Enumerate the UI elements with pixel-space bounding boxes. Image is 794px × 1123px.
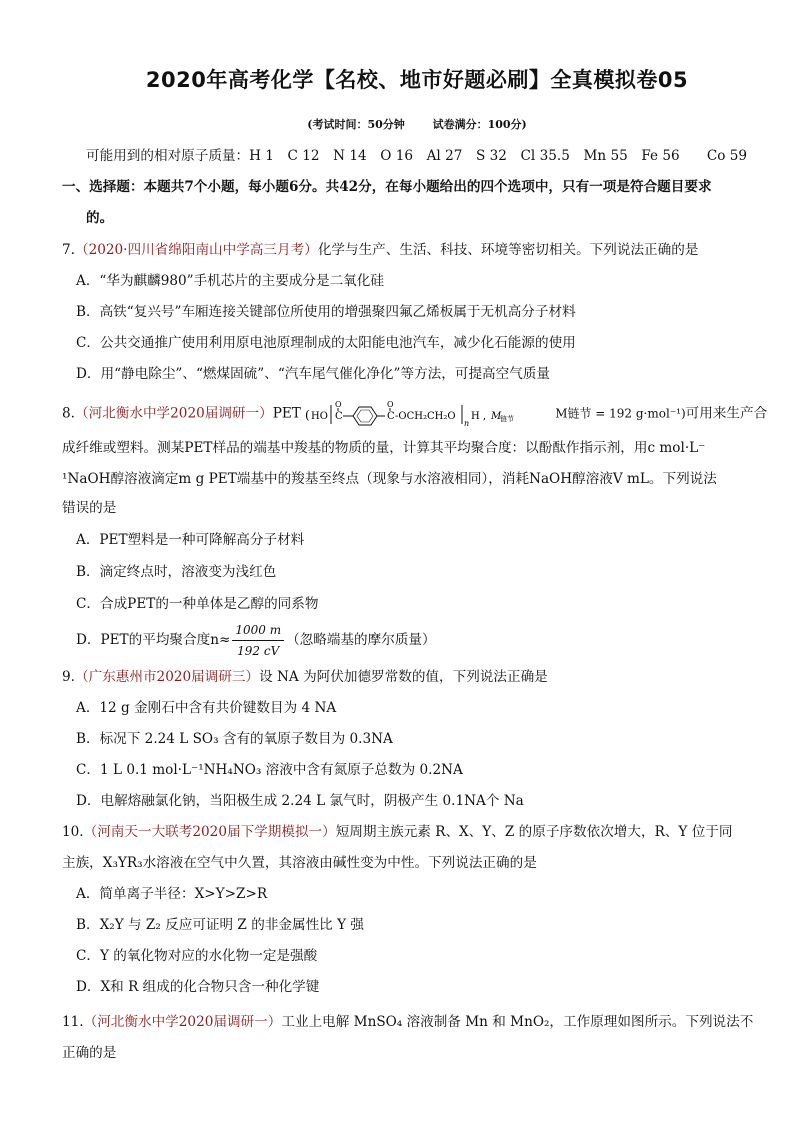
exam-info bbox=[0, 116, 794, 132]
option-d-suffix: （忽略端基的摩尔质量） bbox=[286, 632, 436, 648]
svg-text:C: C bbox=[387, 411, 395, 422]
question-number: 9. bbox=[62, 669, 75, 685]
q10-option-a: A．简单离子半径：X>Y>Z>R bbox=[76, 886, 268, 902]
pet-structure-formula bbox=[305, 399, 555, 429]
question-text: 可用来生产合 bbox=[685, 405, 768, 422]
question-number: 8. bbox=[62, 405, 75, 422]
question-source: （2020·四川省绵阳南山中学高三月考） bbox=[74, 242, 318, 258]
q8-option-d bbox=[76, 620, 756, 661]
question-11-stem bbox=[62, 1012, 754, 1032]
question-number: 10. bbox=[62, 824, 84, 840]
question-8-text-4: 错误的是 bbox=[62, 500, 117, 516]
q7-option-a: A．“华为麒麟980”手机芯片的主要成分是二氧化硅 bbox=[76, 273, 384, 289]
q9-option-c: C．1 L 0.1 mol·L⁻¹NH₄NO₃ 溶液中含有氮原子总数为 0.2NA bbox=[76, 762, 463, 778]
q7-option-d: D．用“静电除尘”、“燃煤固硫”、“汽车尾气催化净化”等方法，可提高空气质量 bbox=[76, 366, 550, 382]
svg-text:-OCH₂CH₂O: -OCH₂CH₂O bbox=[395, 411, 456, 422]
svg-text:(: ( bbox=[305, 408, 310, 422]
question-source: （广东惠州市2020届调研三） bbox=[74, 669, 260, 685]
question-10-stem bbox=[62, 822, 742, 842]
q8-option-a: A．PET塑料是一种可降解高分子材料 bbox=[76, 532, 305, 548]
chain-mass: M链节 = 192 g·mol⁻¹) bbox=[555, 406, 686, 421]
page-title: 2020年高考化学【名校、地市好题必刷】全真模拟卷05 bbox=[145, 68, 689, 92]
q10-option-d: D．X和 R 组成的化合物只含一种化学键 bbox=[76, 979, 320, 995]
q8-option-b: B．滴定终点时，溶液变为浅红色 bbox=[76, 564, 277, 580]
question-number: 11. bbox=[62, 1014, 84, 1030]
q9-option-d: D．电解熔融氯化钠，当阳极生成 2.24 L 氯气时，阴极产生 0.1NA个 Na bbox=[76, 793, 524, 809]
svg-text:链节: 链节 bbox=[500, 415, 515, 423]
question-source: （河北衡水中学2020届调研一） bbox=[74, 405, 273, 422]
svg-text:O: O bbox=[335, 400, 342, 409]
svg-text:C: C bbox=[335, 411, 343, 422]
question-7-stem bbox=[62, 240, 742, 260]
exam-score: 试卷满分：100分) bbox=[432, 118, 527, 131]
fraction-numerator: 1000 m bbox=[232, 620, 284, 641]
exam-time: (考试时间：50分钟 bbox=[307, 118, 405, 131]
question-8-text-2: 成纤维或塑料。测某PET样品的端基中羧基的物质的量，计算其平均聚合度：以酚酞作指示剂，用c mol·L⁻ bbox=[62, 440, 706, 456]
question-text: 工业上电解 MnSO₄ 溶液制备 Mn 和 MnO₂，工作原理如图所示。下列说法不 bbox=[281, 1014, 754, 1030]
q10-option-b: B．X₂Y 与 Z₂ 反应可证明 Z 的非金属性比 Y 强 bbox=[76, 917, 364, 933]
question-8-text-3: ¹NaOH醇溶液滴定m g PET端基中的羧基至终点（现象与水溶液相同），消耗NaOH醇溶液V mL。下列说法 bbox=[62, 471, 717, 487]
section-heading-cont: 的。 bbox=[86, 210, 114, 226]
question-9-stem bbox=[62, 667, 742, 687]
question-11-text-2: 正确的是 bbox=[62, 1045, 117, 1061]
svg-text:M: M bbox=[491, 411, 502, 422]
q9-option-b: B．标况下 2.24 L SO₃ 含有的氧原子数目为 0.3NA bbox=[76, 731, 393, 747]
svg-text:H ,: H , bbox=[471, 411, 487, 422]
atomic-masses: 可能用到的相对原子质量：H 1 C 12 N 14 O 16 Al 27 S 32 Cl 35.5 Mn 55 Fe 56 Co 59 bbox=[86, 148, 748, 164]
option-d-prefix: D．PET的平均聚合度n≈ bbox=[76, 632, 231, 648]
q9-option-a: A．12 g 金刚石中含有共价键数目为 4 NA bbox=[76, 700, 337, 716]
q7-option-c: C．公共交通推广使用利用原电池原理制成的太阳能电池汽车，减少化石能源的使用 bbox=[76, 335, 576, 351]
question-8-stem bbox=[62, 399, 768, 429]
fraction-denominator: 192 cV bbox=[237, 644, 280, 658]
polymerization-fraction bbox=[232, 620, 284, 661]
question-source: （河北衡水中学2020届调研一） bbox=[83, 1014, 282, 1030]
svg-text:O: O bbox=[387, 400, 394, 409]
question-text: 化学与生产、生活、科技、环境等密切相关。下列说法正确的是 bbox=[317, 242, 699, 258]
question-source: （河南天一大联考2020届下学期模拟一） bbox=[83, 824, 336, 840]
svg-text:HO: HO bbox=[311, 411, 329, 422]
section-heading: 一、选择题：本题共7个小题，每小题6分。共42分，在每小题给出的四个选项中，只有一项是符合题目要求 bbox=[62, 179, 712, 195]
q8-option-c: C．合成PET的一种单体是乙醇的同系物 bbox=[76, 596, 319, 612]
svg-text:n: n bbox=[464, 419, 470, 428]
pet-label: PET bbox=[272, 405, 301, 422]
question-text: 短周期主族元素 R、X、Y、Z 的原子序数依次增大，R、Y 位于同 bbox=[335, 824, 733, 840]
question-number: 7. bbox=[62, 242, 75, 258]
q7-option-b: B．高铁“复兴号”车厢连接关键部位所使用的增强聚四氟乙烯板属于无机高分子材料 bbox=[76, 304, 576, 320]
question-10-text-2: 主族，X₃YR₃水溶液在空气中久置，其溶液由碱性变为中性。下列说法正确的是 bbox=[62, 855, 537, 871]
question-text: 设 NA 为阿伏加德罗常数的值，下列说法正确是 bbox=[259, 669, 548, 685]
q10-option-c: C．Y 的氧化物对应的水化物一定是强酸 bbox=[76, 948, 318, 964]
